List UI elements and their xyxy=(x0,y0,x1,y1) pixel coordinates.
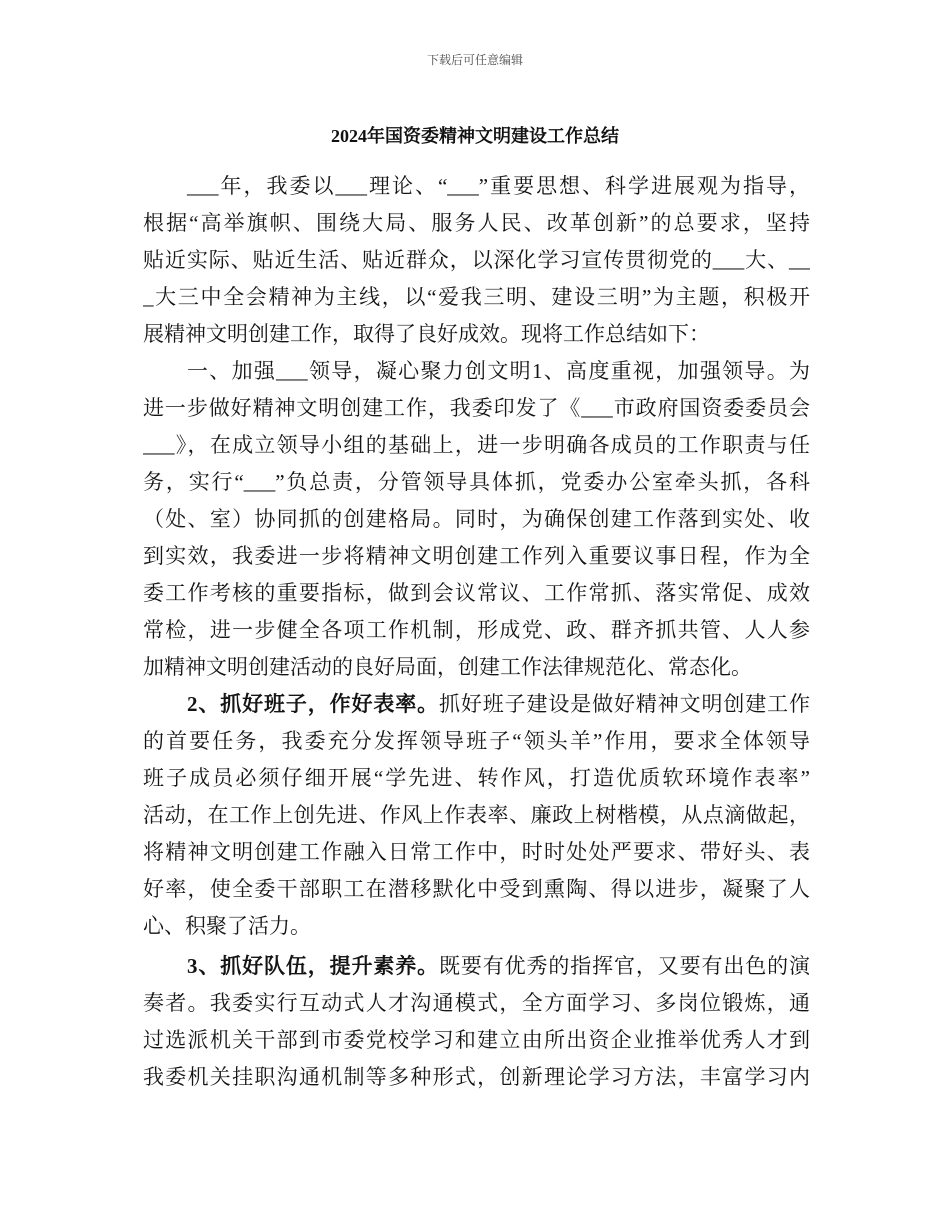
line-text: 心、积聚了活力。 xyxy=(143,914,311,938)
section-heading: 3、抓好队伍，提升素养。 xyxy=(187,954,439,978)
line-text: 抓好班子建设是做好精神文明创建工作 xyxy=(439,692,810,716)
line-text: ___年，我委以___理论、“___”重要思想、科学进展观为指导， xyxy=(187,174,810,198)
body-line xyxy=(143,723,810,760)
line-text: 过选派机关干部到市委党校学习和建立由所出资企业推举优秀人才到 xyxy=(143,1028,810,1052)
body-line xyxy=(143,760,810,797)
body-line xyxy=(143,427,810,464)
body-line xyxy=(143,501,810,538)
paragraph xyxy=(143,168,810,353)
line-text: 一、加强___领导，凝心聚力创文明1、高度重视，加强领导。为 xyxy=(187,359,810,383)
body-line xyxy=(143,908,810,945)
body-line xyxy=(143,686,810,723)
line-text: 既要有优秀的指挥官，又要有出色的演 xyxy=(439,954,810,978)
body-line xyxy=(143,390,810,427)
body-line xyxy=(143,168,810,205)
body-line xyxy=(143,1059,810,1096)
paragraph xyxy=(143,353,810,686)
paragraph xyxy=(143,948,810,1096)
line-text: 将精神文明创建工作融入日常工作中，时时处处严要求、带好头、表 xyxy=(143,840,810,864)
line-text: 根据“高举旗帜、围绕大局、服务人民、改革创新”的总要求，坚持 xyxy=(143,211,810,235)
line-text: 展精神文明创建工作，取得了良好成效。现将工作总结如下： xyxy=(143,322,710,346)
body-line xyxy=(143,279,810,316)
line-text: 奏者。我委实行互动式人才沟通模式，全方面学习、多岗位锻炼，通 xyxy=(143,991,810,1015)
line-text: 委工作考核的重要指标，做到会议常议、工作常抓、落实常促、成效 xyxy=(143,581,810,605)
line-text: ___》，在成立领导小组的基础上，进一步明确各成员的工作职责与任 xyxy=(143,433,810,457)
body-line xyxy=(143,649,810,686)
line-text: 务，实行“___”负总责，分管领导具体抓，党委办公室牵头抓，各科 xyxy=(143,470,810,494)
line-text: _大三中全会精神为主线，以“爱我三明、建设三明”为主题，积极开 xyxy=(143,285,810,309)
paragraph xyxy=(143,686,810,945)
line-text: 好率，使全委干部职工在潜移默化中受到熏陶、得以进步，凝聚了人 xyxy=(143,877,810,901)
line-text: 的首要任务，我委充分发挥领导班子“领头羊”作用，要求全体领导 xyxy=(143,729,810,753)
section-heading: 2、抓好班子，作好表率。 xyxy=(187,692,439,716)
line-text: 常检，进一步健全各项工作机制，形成党、政、群齐抓共管、人人参 xyxy=(143,618,810,642)
body-line xyxy=(143,834,810,871)
body-line xyxy=(143,985,810,1022)
body-line xyxy=(143,316,810,353)
line-text: 活动，在工作上创先进、作风上作表率、廉政上树楷模，从点滴做起， xyxy=(143,803,810,827)
line-text: 贴近实际、贴近生活、贴近群众，以深化学习宣传贯彻党的___大、__ xyxy=(143,248,810,272)
body-line xyxy=(143,575,810,612)
line-text: 进一步做好精神文明创建工作，我委印发了《___市政府国资委委员会 xyxy=(143,396,810,420)
body-text xyxy=(143,168,810,1096)
body-line xyxy=(143,871,810,908)
line-text: 加精神文明创建活动的良好局面，创建工作法律规范化、常态化。 xyxy=(143,655,752,679)
line-text: 班子成员必须仔细开展“学先进、转作风，打造优质软环境作表率” xyxy=(143,766,810,790)
body-line xyxy=(143,612,810,649)
line-text: 我委机关挂职沟通机制等多种形式，创新理论学习方法，丰富学习内 xyxy=(143,1065,810,1089)
line-text: 到实效，我委进一步将精神文明创建工作列入重要议事日程，作为全 xyxy=(143,544,810,568)
document-title: 2024年国资委精神文明建设工作总结 xyxy=(331,126,619,146)
body-line xyxy=(143,797,810,834)
page-header-note: 下载后可任意编辑 xyxy=(426,53,523,67)
body-line xyxy=(143,464,810,501)
body-line xyxy=(143,1022,810,1059)
line-text: （处、室）协同抓的创建格局。同时，为确保创建工作落到实处、收 xyxy=(143,507,810,531)
body-line xyxy=(143,538,810,575)
body-line xyxy=(143,948,810,985)
body-line xyxy=(143,242,810,279)
body-line xyxy=(143,205,810,242)
body-line xyxy=(143,353,810,390)
